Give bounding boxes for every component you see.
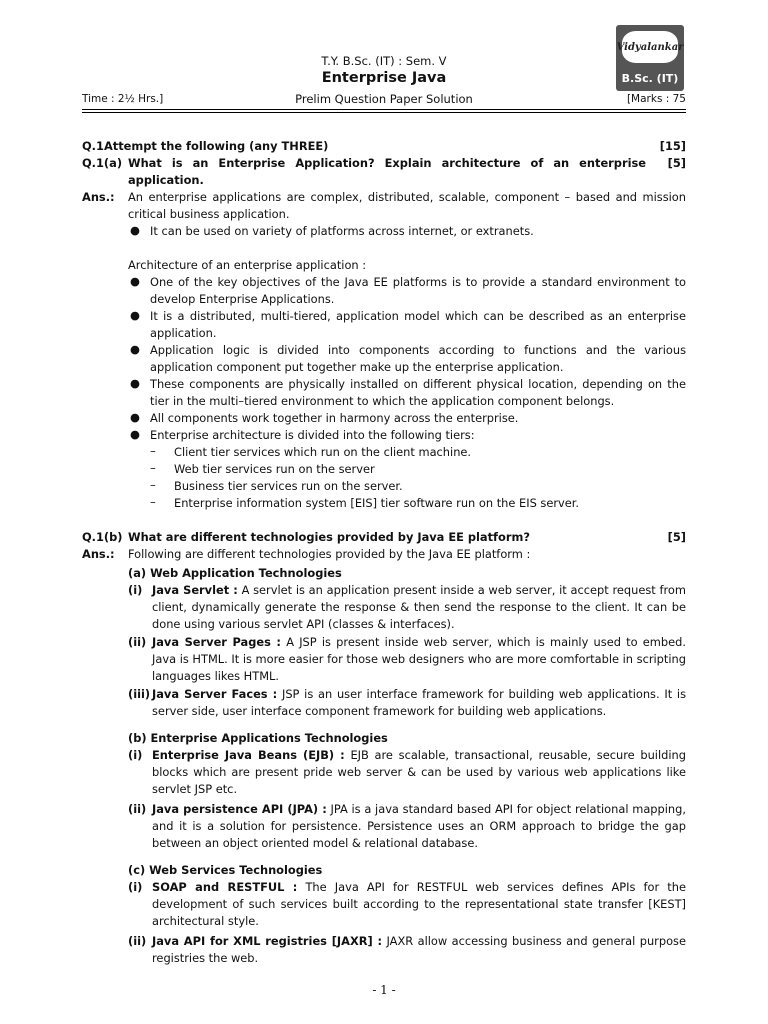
- tech-term: Java Servlet :: [152, 583, 238, 597]
- item-number: (i): [128, 880, 143, 894]
- q1b-intro: Following are different technologies provided by the Java EE platform :: [128, 547, 531, 561]
- tech-item: [152, 879, 686, 930]
- marks-label: [Marks : 75: [626, 93, 686, 105]
- item-number: (iii): [128, 687, 151, 701]
- tech-term: Enterprise Java Beans (EJB) :: [152, 748, 345, 762]
- course-line: T.Y. B.Sc. (IT) : Sem. V: [321, 54, 447, 68]
- q1b-ans-label: Ans.:: [82, 547, 115, 561]
- q1-title: Attempt the following (any THREE): [103, 139, 329, 153]
- dash-icon: –: [150, 444, 156, 458]
- arch-bullet: These components are physically installed on different physical location, depending on the tier in the multi–tiered environment to which the application component belongs.: [150, 377, 686, 408]
- dash-icon: –: [150, 461, 156, 475]
- header-rule: [82, 109, 686, 110]
- tier-item: Business tier services run on the server.: [174, 479, 403, 493]
- item-number: (i): [128, 583, 143, 597]
- section-a-heading: (a) Web Application Technologies: [128, 566, 342, 580]
- bullet-icon: ●: [130, 274, 140, 288]
- item-number: (i): [128, 748, 143, 762]
- bullet-icon: ●: [130, 308, 140, 322]
- tech-term: SOAP and RESTFUL :: [152, 880, 298, 894]
- section-c-heading: (c) Web Services Technologies: [128, 863, 323, 877]
- bullet-icon: ●: [130, 223, 140, 237]
- q1b-marks: [5]: [667, 530, 686, 544]
- q1-heading: [82, 138, 686, 155]
- tech-desc: JSP is an user interface framework for building web applications. It is server side, user interface component framework for building web applications.: [152, 687, 687, 718]
- tier-item: Enterprise information system [EIS] tier software run on the EIS server.: [174, 496, 580, 510]
- tech-item: [152, 686, 686, 720]
- time-label: Time : 2½ Hrs.]: [82, 93, 164, 105]
- tech-desc: EJB are scalable, transactional, reusable, secure building blocks which are present pride web server & can be used by various web applications like servlet JSP etc.: [152, 748, 686, 796]
- q1a-text: What is an Enterprise Application? Explain architecture of an enterprise application.: [128, 156, 646, 187]
- q1b-label: Q.1(b): [82, 530, 123, 544]
- arch-bullet: It is a distributed, multi-tiered, application model which can be described as an enterprise application.: [150, 309, 686, 340]
- tech-desc: JAXR allow accessing business and general purpose registries the web.: [152, 934, 686, 965]
- item-number: (ii): [128, 934, 147, 948]
- q1a-bullet1: It can be used on variety of platforms across internet, or extranets.: [150, 224, 534, 238]
- section-b-heading: (b) Enterprise Applications Technologies: [128, 731, 388, 745]
- tier-item: Client tier services which run on the client machine.: [174, 445, 472, 459]
- arch-bullet: All components work together in harmony across the enterprise.: [150, 411, 519, 425]
- tech-desc: The Java API for RESTFUL web services defines APIs for the development of such services built according to the representational state transfer [KEST] architectural style.: [152, 880, 686, 928]
- logo-program: B.Sc. (IT): [621, 72, 679, 85]
- q1-label: Q.1: [82, 139, 104, 153]
- tech-item: [152, 747, 686, 798]
- item-number: (ii): [128, 802, 147, 816]
- logo-seal: Vidyalankar: [622, 31, 678, 63]
- q1a-intro: An enterprise applications are complex, distributed, scalable, component – based and mission critical business application.: [128, 190, 686, 221]
- bullet-icon: ●: [130, 376, 140, 390]
- q1b-text: What are different technologies provided by Java EE platform?: [128, 530, 530, 544]
- tech-desc: JPA is a java standard based API for object relational mapping, and it is a solution for persistence. Persistence uses an ORM approach to bridge the gap between an object oriented model & relational database.: [152, 802, 686, 850]
- header-rule-2: [82, 112, 686, 113]
- q1a-label: Q.1(a): [82, 156, 123, 170]
- tech-term: Java persistence API (JPA) :: [152, 802, 327, 816]
- page-number: - 1 -: [372, 983, 396, 997]
- dash-icon: –: [150, 478, 156, 492]
- tech-item: [152, 582, 686, 633]
- bullet-icon: ●: [130, 410, 140, 424]
- item-number: (ii): [128, 635, 147, 649]
- tech-item: [152, 933, 686, 967]
- tech-term: Java API for XML registries [JAXR] :: [152, 934, 383, 948]
- arch-bullet: One of the key objectives of the Java EE platforms is to provide a standard environment to develop Enterprise Applications.: [150, 275, 686, 306]
- bullet-icon: ●: [130, 342, 140, 356]
- arch-bullet: Application logic is divided into components according to functions and the various application component put together make up the enterprise application.: [150, 343, 686, 374]
- q1-marks: [15]: [659, 139, 686, 153]
- tech-item: [152, 801, 686, 852]
- tech-desc: A servlet is an application present inside a web server, it accept request from client, dynamically generate the response & then send the response to the client. It can be done using various servlet API (classes & interfaces).: [152, 583, 686, 631]
- tech-item: [152, 634, 686, 685]
- doc-type: Prelim Question Paper Solution: [295, 92, 473, 106]
- arch-heading: Architecture of an enterprise application :: [128, 258, 367, 272]
- dash-icon: –: [150, 495, 156, 509]
- subject-title: Enterprise Java: [321, 70, 447, 86]
- q1a-marks: [5]: [667, 156, 686, 170]
- q1a-ans-label: Ans.:: [82, 190, 115, 204]
- tech-term: Java Server Faces :: [152, 687, 278, 701]
- tech-desc: A JSP is present inside web server, which is mainly used to embed. Java is HTML. It is more easier for those web designers who are more comfortable in scripting languages likes HTML.: [152, 635, 686, 683]
- q1a-question: [82, 155, 686, 189]
- bullet-icon: ●: [130, 427, 140, 441]
- tech-term: Java Server Pages :: [152, 635, 281, 649]
- tier-item: Web tier services run on the server: [174, 462, 375, 476]
- arch-bullet: Enterprise architecture is divided into the following tiers:: [150, 428, 475, 442]
